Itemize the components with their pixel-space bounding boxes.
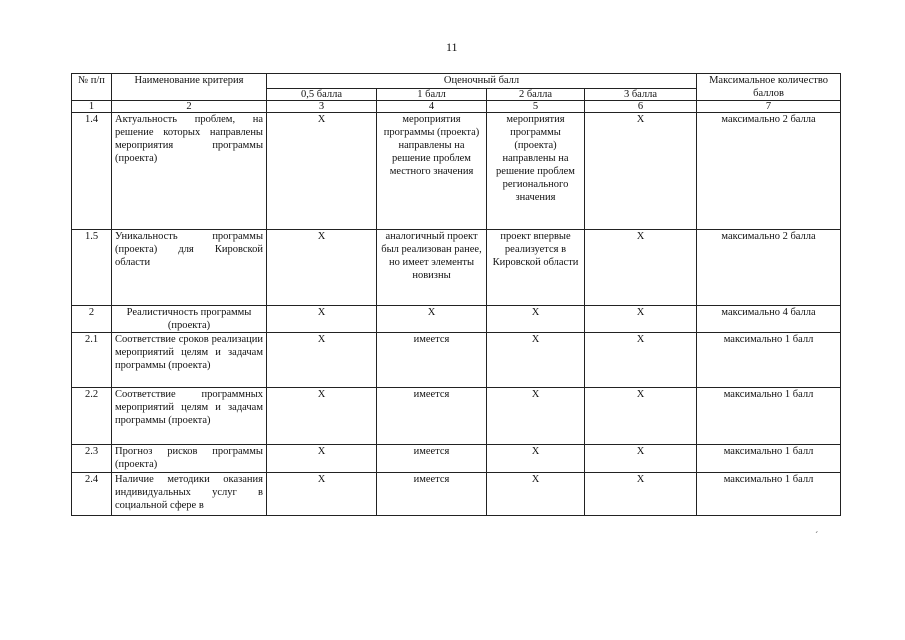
header-score: 3 балла [585,88,697,100]
row-num: 1.4 [72,113,112,230]
score-half: Х [267,306,377,333]
score-half: Х [267,388,377,445]
table-row [72,333,841,388]
score-one: имеется [377,333,487,388]
table-row [72,388,841,445]
criterion-name: Актуальность проблем, на решение которых направлены мероприятия программы (проекта) [112,113,267,230]
criterion-name: Наличие методики оказания индивидуальных услуг в социальной сфере в [112,473,267,516]
score-one: мероприятия программы (проекта) направлены на решение проблем местного значения [377,113,487,230]
column-number: 3 [267,101,377,113]
column-number: 1 [72,101,112,113]
score-three: Х [585,388,697,445]
score-three: Х [585,473,697,516]
header-score: 1 балл [377,88,487,100]
section-name: Реалистичность программы (проекта) [112,306,267,333]
score-one: аналогичный проект был реализован ранее, но имеет элементы новизны [377,230,487,306]
scan-mark: ´ [815,531,819,542]
column-number: 7 [697,101,841,113]
header-score: 0,5 балла [267,88,377,100]
column-number: 2 [112,101,267,113]
table-row [72,445,841,473]
score-three: Х [585,113,697,230]
score-three: Х [585,445,697,473]
max-score: максимально 2 балла [697,113,841,230]
row-num: 1.5 [72,230,112,306]
header-num: № п/п [72,74,112,101]
score-half: Х [267,473,377,516]
header-name: Наименование критерия [112,74,267,101]
criterion-name: Уникальность программы (проекта) для Кировской области [112,230,267,306]
criterion-name: Соответствие программных мероприятий целям и задачам программы (проекта) [112,388,267,445]
row-num: 2.3 [72,445,112,473]
header-max: Максимальное количество баллов [697,74,841,101]
row-num: 2.2 [72,388,112,445]
score-one: имеется [377,388,487,445]
table-row [72,113,841,230]
score-two: проект впервые реализуется в Кировской области [487,230,585,306]
criterion-name: Прогноз рисков программы (проекта) [112,445,267,473]
table-row [72,230,841,306]
max-score: максимально 1 балл [697,388,841,445]
max-score: максимально 2 балла [697,230,841,306]
score-two: Х [487,306,585,333]
score-one: имеется [377,473,487,516]
header-score-group: Оценочный балл [267,74,697,89]
score-half: Х [267,333,377,388]
column-number: 5 [487,101,585,113]
criteria-table [71,73,841,516]
score-three: Х [585,333,697,388]
page-number: 11 [446,40,458,54]
score-half: Х [267,113,377,230]
header-score: 2 балла [487,88,585,100]
column-number: 6 [585,101,697,113]
row-num: 2.1 [72,333,112,388]
max-score: максимально 1 балл [697,333,841,388]
row-num: 2 [72,306,112,333]
column-number: 4 [377,101,487,113]
max-score: максимально 1 балл [697,473,841,516]
row-num: 2.4 [72,473,112,516]
score-one: Х [377,306,487,333]
score-three: Х [585,230,697,306]
score-two: Х [487,388,585,445]
score-half: Х [267,230,377,306]
score-three: Х [585,306,697,333]
criterion-name: Соответствие сроков реализации мероприятий целям и задачам программы (проекта) [112,333,267,388]
column-number-row [72,101,841,113]
score-two: мероприятия программы (проекта) направлены на решение проблем регионального значения [487,113,585,230]
max-score: максимально 1 балл [697,445,841,473]
score-one: имеется [377,445,487,473]
max-score: максимально 4 балла [697,306,841,333]
score-two: Х [487,333,585,388]
score-two: Х [487,473,585,516]
table-row [72,473,841,516]
section-row [72,306,841,333]
header-row [72,74,841,89]
score-two: Х [487,445,585,473]
score-half: Х [267,445,377,473]
